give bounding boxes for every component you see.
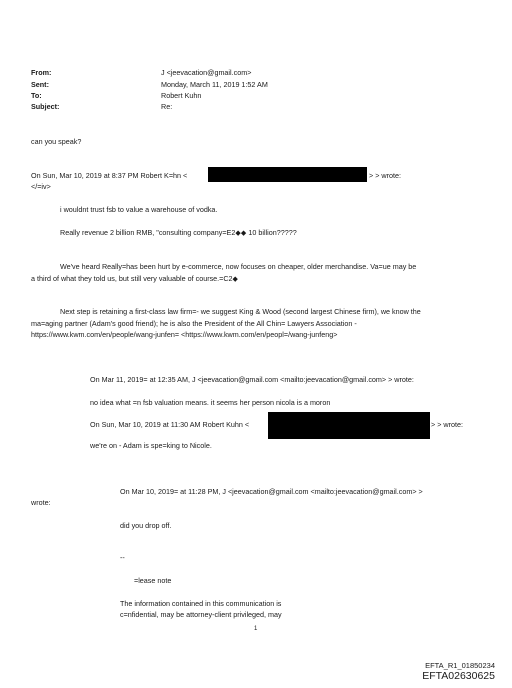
body-line: i wouldnt trust fsb to value a warehouse of vodka.: [60, 205, 218, 214]
body-line: https://www.kwm.com/en/people/wang-junfen= <https://www.kwm.com/en/peopl=/wang-junfeng>: [31, 330, 338, 339]
body-line: </=iv>: [31, 182, 51, 191]
body-line: we're on - Adam is spe=king to Nicole.: [90, 441, 212, 450]
body-line: Next step is retaining a first-class law firm=- we suggest King & Wood (second largest Chinese firm), we know the: [60, 307, 421, 316]
body-line: We've heard Really=has been hurt by e-commerce, now focuses on cheaper, older merchandise. Va=ue may be: [60, 262, 417, 271]
sent-label: Sent:: [31, 80, 49, 89]
body-line: did you drop off.: [120, 521, 172, 530]
redaction-block: [268, 412, 430, 439]
from-value: J <jeevacation@gmail.com>: [161, 68, 252, 77]
body-line: no idea what =n fsb valuation means. it seems her person nicola is a moron: [90, 398, 331, 407]
quoted-header: On Mar 11, 2019= at 12:35 AM, J <jeevacation@gmail.com <mailto:jeevacation@gmail.com> > wrote:: [90, 375, 414, 384]
signature-separator: --: [120, 553, 125, 562]
sent-value: Monday, March 11, 2019 1:52 AM: [161, 80, 268, 89]
to-value: Robert Kuhn: [161, 91, 202, 100]
page-number: 1: [254, 626, 258, 632]
quoted-header-end: > > wrote:: [431, 420, 463, 429]
quoted-header-end: > > wrote:: [369, 171, 401, 180]
body-line: Really revenue 2 billion RMB, "consulting company=E2◆◆ 10 billion?????: [60, 228, 297, 237]
body-line: =lease note: [134, 576, 172, 585]
body-line: can you speak?: [31, 137, 82, 146]
to-label: To:: [31, 91, 42, 100]
body-line: ma=aging partner (Adam's good friend); he is also the President of the All Chin= Lawyers Association -: [31, 319, 357, 328]
body-line: c=nfidential, may be attorney-client privileged, may: [120, 610, 282, 619]
body-line: The information contained in this communication is: [120, 599, 282, 608]
document-id-large: EFTA02630625: [422, 670, 495, 682]
redaction-block: [208, 167, 367, 182]
quoted-header: On Sun, Mar 10, 2019 at 11:30 AM Robert Kuhn <: [90, 420, 250, 429]
quoted-header: On Sun, Mar 10, 2019 at 8:37 PM Robert K=hn <: [31, 171, 188, 180]
from-label: From:: [31, 68, 52, 77]
body-line: a third of what they told us, but still very valuable of course.=C2◆: [31, 274, 239, 283]
document-id-small: EFTA_R1_01850234: [425, 661, 495, 670]
subject-label: Subject:: [31, 102, 60, 111]
subject-value: Re:: [161, 102, 173, 111]
quoted-header: On Mar 10, 2019= at 11:28 PM, J <jeevacation@gmail.com <mailto:jeevacation@gmail.com> >: [120, 487, 423, 496]
body-line: wrote:: [31, 498, 51, 507]
